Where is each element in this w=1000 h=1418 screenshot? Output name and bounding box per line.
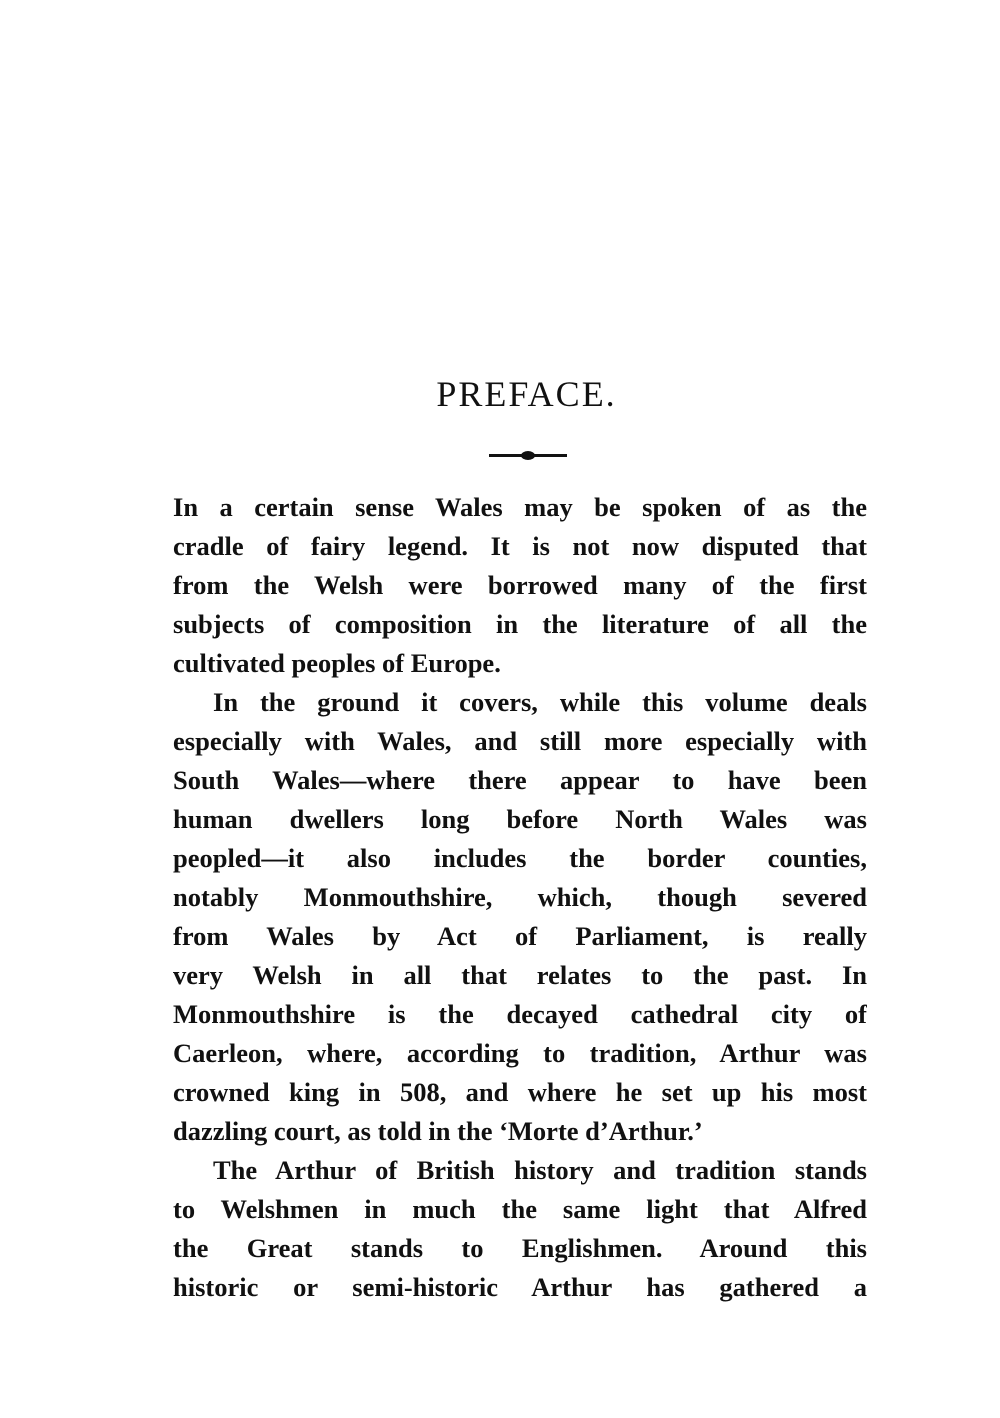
page-title: PREFACE. (436, 374, 617, 414)
paragraph-3 (173, 1151, 867, 1307)
text-line: cultivated peoples of Europe. (173, 648, 501, 678)
text-line: to Welshmen in much the same light that Alfred (173, 1194, 867, 1224)
text-line: peopled—it also includes the border counties, (173, 843, 867, 873)
text-line: from Wales by Act of Parliament, is really (173, 921, 867, 951)
text-line: especially with Wales, and still more especially with (173, 726, 867, 756)
text-line: crowned king in 508, and where he set up his most (173, 1077, 867, 1107)
paragraph-1 (173, 488, 867, 683)
text-line: very Welsh in all that relates to the past. In (173, 960, 867, 990)
text-line: human dwellers long before North Wales was (173, 804, 867, 834)
text-line: notably Monmouthshire, which, though severed (173, 882, 867, 912)
text-line: In the ground it covers, while this volume deals (213, 687, 867, 717)
text-line: subjects of composition in the literature of all the (173, 609, 867, 639)
title-ornament-dot (521, 451, 535, 460)
text-line: the Great stands to Englishmen. Around this (173, 1233, 867, 1263)
text-line: In a certain sense Wales may be spoken of as the (173, 492, 867, 522)
text-line: cradle of fairy legend. It is not now disputed that (173, 531, 867, 561)
text-line: from the Welsh were borrowed many of the first (173, 570, 867, 600)
text-line: The Arthur of British history and tradition stands (213, 1155, 867, 1185)
text-line: historic or semi-historic Arthur has gathered a (173, 1272, 867, 1302)
body-text (173, 488, 867, 1307)
paragraph-2 (173, 683, 867, 1151)
text-line: dazzling court, as told in the ‘Morte d’Arthur.’ (173, 1116, 703, 1146)
text-line: Caerleon, where, according to tradition, Arthur was (173, 1038, 867, 1068)
text-line: Monmouthshire is the decayed cathedral city of (173, 999, 867, 1029)
text-line: South Wales—where there appear to have been (173, 765, 867, 795)
